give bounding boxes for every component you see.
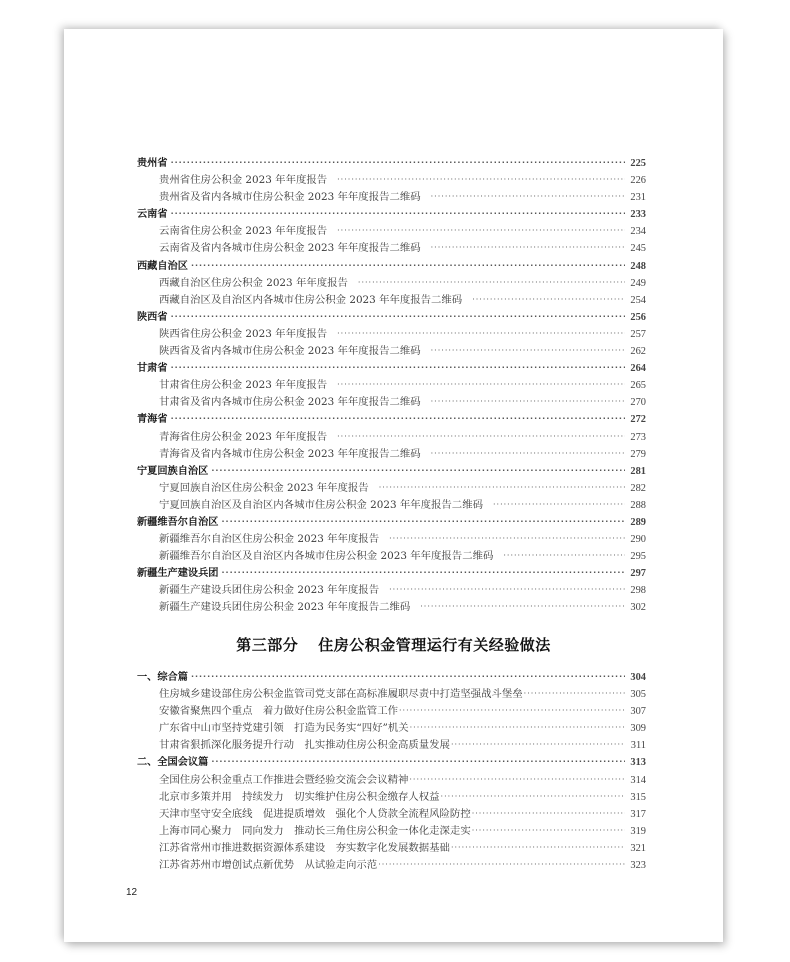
toc-entry-page: 321 [630, 842, 646, 854]
toc-entry-page: 295 [630, 551, 646, 563]
toc-entry-label: 新疆生产建设兵团住房公积金 2023 年年度报告 [159, 584, 380, 597]
toc-entry-label: 陕西省 [137, 311, 168, 323]
toc-entry[interactable] [137, 840, 646, 857]
toc-entry-page: 264 [630, 363, 646, 375]
toc-entry-header[interactable] [137, 309, 646, 326]
toc-entry-label: 住房城乡建设部住房公积金监管司党支部在高标准履职尽责中打造坚强战斗堡垒 [159, 688, 523, 701]
toc-entry-label: 贵州省住房公积金 2023 年年度报告 [159, 174, 328, 187]
toc-entry[interactable] [137, 857, 646, 874]
toc-entry-label: 青海省 [137, 414, 168, 426]
toc-entry-page: 249 [630, 277, 646, 289]
toc-entry-label: 新疆维吾尔自治区 [137, 516, 219, 528]
toc-entry-label: 新疆生产建设兵团住房公积金 2023 年年度报告二维码 [159, 601, 411, 614]
toc-entry-header[interactable] [137, 514, 646, 531]
toc-entry[interactable] [137, 189, 646, 206]
toc-entry-page: 314 [630, 774, 646, 786]
toc-entry-page: 311 [630, 740, 646, 752]
toc-entry-page: 265 [630, 380, 646, 392]
dot-leader [337, 325, 625, 342]
toc-entry-label: 新疆生产建设兵团 [137, 568, 219, 580]
toc-entry[interactable] [137, 446, 646, 463]
page-number: 12 [126, 887, 138, 898]
document-page [64, 29, 723, 942]
toc-entry-header[interactable] [137, 360, 646, 377]
part-title-text: 住房公积金管理运行有关经验做法 [318, 636, 551, 654]
toc-entry[interactable] [137, 343, 646, 360]
toc-entry-label: 北京市多策并用 持续发力 切实维护住房公积金缴存人权益 [159, 790, 440, 803]
toc-entry-page: 270 [630, 397, 646, 409]
toc-entry-page: 233 [630, 209, 646, 221]
dot-leader [451, 736, 625, 753]
toc-entry-page: 290 [630, 534, 646, 546]
toc-entry[interactable] [137, 394, 646, 411]
toc-entry[interactable] [137, 497, 646, 514]
toc-entry[interactable] [137, 548, 646, 565]
dot-leader [409, 771, 625, 788]
toc-entry-page: 298 [630, 585, 646, 597]
toc-entry-page: 272 [630, 414, 646, 426]
toc-entry-header[interactable] [137, 411, 646, 428]
dot-leader [337, 428, 625, 445]
dot-leader [378, 856, 625, 873]
toc-entry[interactable] [137, 292, 646, 309]
toc-entry-label: 陕西省住房公积金 2023 年年度报告 [159, 327, 328, 340]
toc-entry-page: 282 [630, 482, 646, 494]
toc-entry-label: 贵州省 [137, 158, 168, 169]
part-three-heading [64, 634, 723, 655]
dot-leader [431, 393, 625, 410]
toc-entry-label: 江苏省苏州市增创试点新优势 从试验走向示范 [159, 859, 378, 872]
toc-entry-label: 广东省中山市坚持党建引领 打造为民务实“四好”机关 [159, 722, 409, 735]
dot-leader [389, 530, 625, 547]
toc-entry-label: 天津市坚守安全底线 促进提质增效 强化个人贷款全流程风险防控 [159, 807, 471, 820]
toc-entry-page: 317 [630, 808, 646, 820]
toc-entry[interactable] [137, 686, 646, 703]
dot-leader [472, 805, 625, 822]
toc-entry[interactable] [137, 703, 646, 720]
toc-entry-label: 江苏省常州市推进数据资源体系建设 夯实数字化发展数据基础 [159, 841, 450, 854]
toc-entry-header[interactable] [137, 669, 646, 686]
dot-leader [337, 171, 625, 188]
toc-entry-page: 273 [630, 431, 646, 443]
dot-leader [191, 668, 625, 685]
toc-entry-page: 257 [630, 328, 646, 340]
toc-entry[interactable] [137, 789, 646, 806]
toc-entry-page: 304 [630, 672, 646, 683]
toc-entry-label: 二、全国会议篇 [137, 757, 209, 769]
toc-entry[interactable] [137, 240, 646, 257]
toc-entry-label: 上海市同心聚力 同向发力 推动长三角住房公积金一体化走深走实 [159, 824, 471, 837]
toc-entry-label: 西藏自治区及自治区内各城市住房公积金 2023 年年度报告二维码 [159, 293, 463, 306]
dot-leader [431, 342, 625, 359]
toc-entry-page: 313 [630, 757, 646, 769]
toc-entry-label: 甘肃省及省内各城市住房公积金 2023 年年度报告二维码 [159, 396, 421, 409]
dot-leader [431, 239, 625, 256]
toc-entry-page: 225 [630, 158, 646, 169]
dot-leader [191, 257, 625, 274]
toc-entry[interactable] [137, 823, 646, 840]
toc-entry-header[interactable] [137, 463, 646, 480]
toc-entry[interactable] [137, 720, 646, 737]
dot-leader [410, 719, 625, 736]
dot-leader [211, 462, 625, 479]
toc-entry-label: 全国住房公积金重点工作推进会暨经验交流会会议精神 [159, 773, 409, 786]
toc-entry-page: 245 [630, 243, 646, 255]
toc-entry-label: 宁夏回族自治区及自治区内各城市住房公积金 2023 年年度报告二维码 [159, 498, 483, 511]
toc-entry-label: 一、综合篇 [137, 672, 188, 683]
dot-leader [358, 274, 625, 291]
toc-entry[interactable] [137, 480, 646, 497]
toc-entry-label: 西藏自治区 [137, 260, 188, 272]
dot-leader [420, 598, 625, 615]
dot-leader [431, 188, 625, 205]
toc-entry[interactable] [137, 599, 646, 616]
dot-leader [503, 547, 625, 564]
toc-entry-label: 新疆维吾尔自治区住房公积金 2023 年年度报告 [159, 533, 380, 546]
toc-entry-label: 甘肃省 [137, 363, 168, 375]
toc-entry-page: 248 [630, 260, 646, 272]
toc-entry-label: 青海省住房公积金 2023 年年度报告 [159, 430, 328, 443]
toc-entry-label: 甘肃省住房公积金 2023 年年度报告 [159, 379, 328, 392]
toc-part2-list [137, 155, 646, 617]
dot-leader [472, 822, 625, 839]
toc-part3-list [137, 669, 646, 874]
toc-entry[interactable] [137, 531, 646, 548]
dot-leader [431, 445, 625, 462]
dot-leader [524, 685, 625, 702]
dot-leader [441, 788, 625, 805]
dot-leader [493, 496, 625, 513]
toc-entry-label: 青海省及省内各城市住房公积金 2023 年年度报告二维码 [159, 447, 421, 460]
toc-entry[interactable] [137, 172, 646, 189]
toc-entry[interactable] [137, 223, 646, 240]
toc-entry-page: 279 [630, 448, 646, 460]
toc-entry[interactable] [137, 326, 646, 343]
toc-entry-header[interactable] [137, 206, 646, 223]
toc-entry[interactable] [137, 772, 646, 789]
toc-entry-page: 323 [630, 860, 646, 872]
toc-entry-page: 289 [630, 516, 646, 528]
toc-entry-page: 256 [630, 311, 646, 323]
toc-entry[interactable] [137, 582, 646, 599]
dot-leader [451, 839, 625, 856]
toc-entry-header[interactable] [137, 155, 646, 172]
toc-entry-label: 西藏自治区住房公积金 2023 年年度报告 [159, 276, 348, 289]
toc-entry[interactable] [137, 377, 646, 394]
toc-entry-header[interactable] [137, 565, 646, 582]
dot-leader [222, 564, 626, 581]
toc-entry-label: 云南省 [137, 209, 168, 221]
toc-entry-page: 309 [630, 723, 646, 735]
toc-entry-page: 305 [630, 689, 646, 701]
toc-entry-page: 315 [630, 791, 646, 803]
toc-entry-label: 宁夏回族自治区住房公积金 2023 年年度报告 [159, 481, 369, 494]
toc-entry-label: 云南省住房公积金 2023 年年度报告 [159, 225, 328, 238]
toc-entry[interactable] [137, 429, 646, 446]
dot-leader [171, 154, 625, 171]
toc-entry-page: 231 [630, 192, 646, 204]
dot-leader [472, 291, 625, 308]
toc-entry-label: 新疆维吾尔自治区及自治区内各城市住房公积金 2023 年年度报告二维码 [159, 550, 494, 563]
dot-leader [211, 753, 625, 770]
dot-leader [379, 479, 625, 496]
toc-entry-page: 281 [630, 465, 646, 477]
toc-entry-page: 307 [630, 706, 646, 718]
toc-entry-label: 陕西省及省内各城市住房公积金 2023 年年度报告二维码 [159, 345, 421, 358]
toc-entry-page: 297 [630, 568, 646, 580]
toc-entry-header[interactable] [137, 258, 646, 275]
dot-leader [171, 359, 625, 376]
dot-leader [171, 308, 625, 325]
toc-entry-page: 226 [630, 175, 646, 187]
part-number: 第三部分 [236, 636, 299, 654]
dot-leader [399, 702, 625, 719]
toc-entry-page: 254 [630, 294, 646, 306]
toc-entry-label: 宁夏回族自治区 [137, 465, 209, 477]
toc-entry-label: 甘肃省狠抓深化服务提升行动 扎实推动住房公积金高质量发展 [159, 739, 450, 752]
toc-entry-label: 云南省及省内各城市住房公积金 2023 年年度报告二维码 [159, 242, 421, 255]
toc-entry[interactable] [137, 806, 646, 823]
toc-entry[interactable] [137, 737, 646, 754]
dot-leader [337, 376, 625, 393]
toc-entry-page: 319 [630, 825, 646, 837]
dot-leader [171, 205, 625, 222]
dot-leader [389, 581, 625, 598]
toc-entry-page: 262 [630, 346, 646, 358]
dot-leader [222, 513, 626, 530]
dot-leader [337, 222, 625, 239]
toc-entry-label: 贵州省及省内各城市住房公积金 2023 年年度报告二维码 [159, 191, 421, 204]
toc-entry-header[interactable] [137, 754, 646, 771]
dot-leader [171, 410, 625, 427]
toc-entry-page: 234 [630, 226, 646, 238]
toc-entry-page: 288 [630, 499, 646, 511]
toc-entry-label: 安徽省聚焦四个重点 着力做好住房公积金监管工作 [159, 705, 398, 718]
toc-entry-page: 302 [630, 602, 646, 614]
toc-entry[interactable] [137, 275, 646, 292]
